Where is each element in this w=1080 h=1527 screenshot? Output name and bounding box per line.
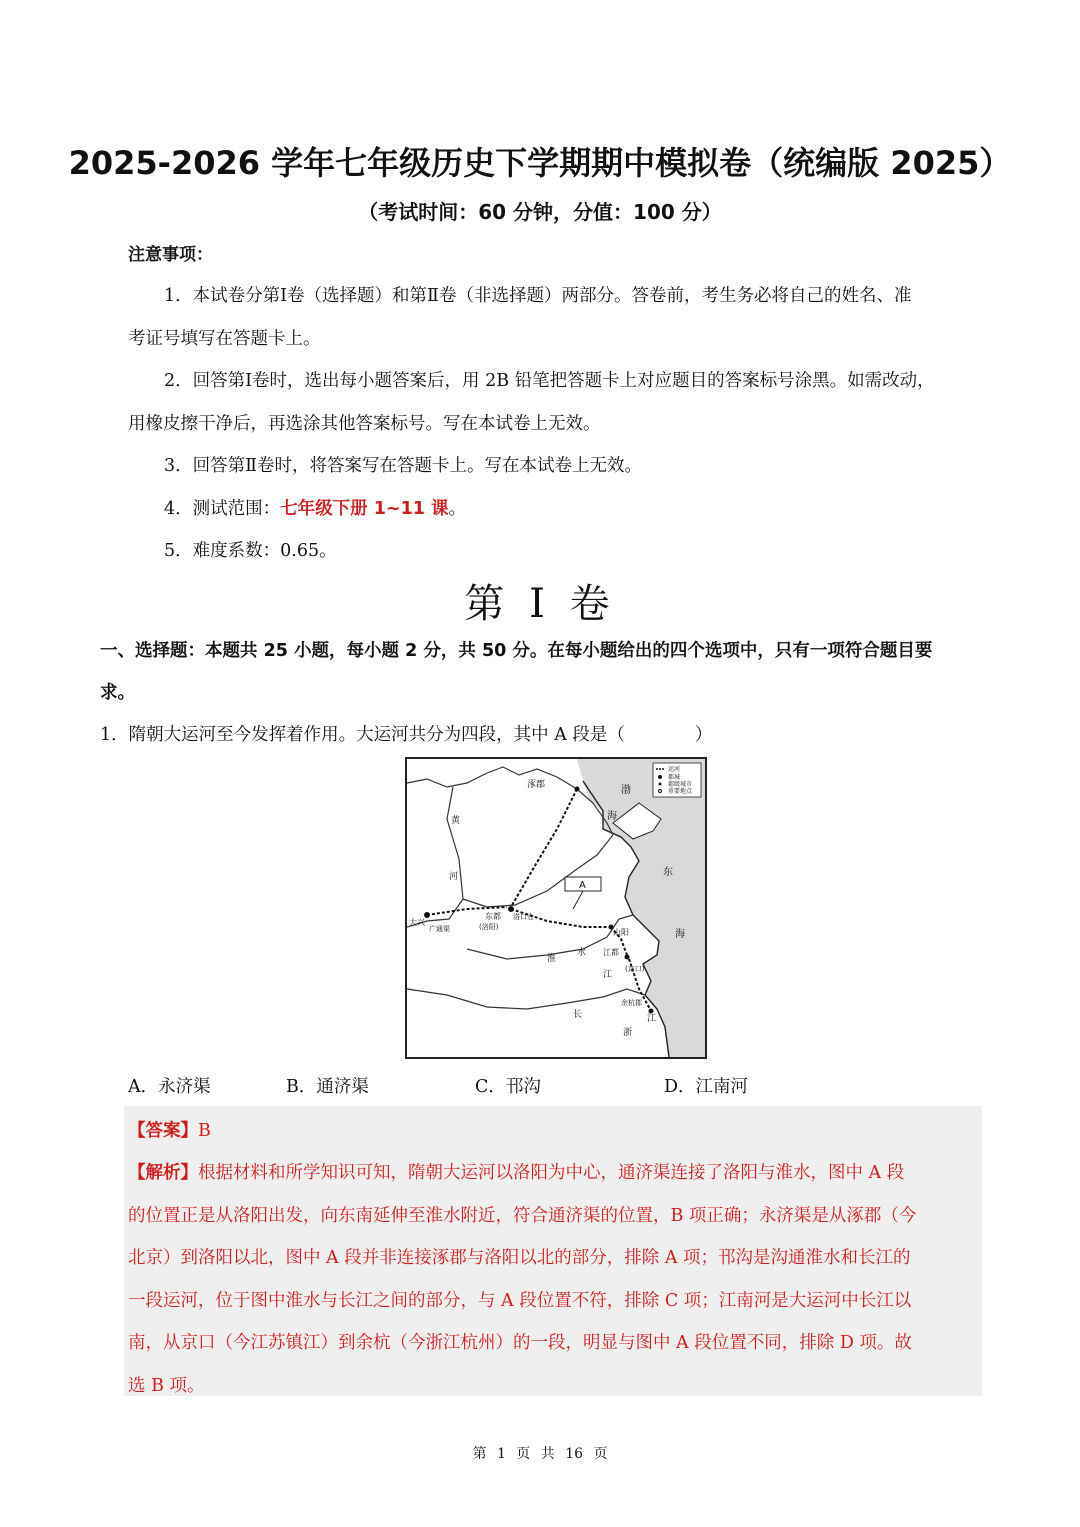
exam-subtitle: （考试时间：60 分钟，分值：100 分）: [358, 200, 722, 224]
question-1-stem: 1．隋朝大运河至今发挥着作用。大运河共分为四段，其中 A 段是（ ）: [100, 725, 713, 745]
label-he: 河: [449, 872, 459, 882]
analysis-line-6: 选 B 项。: [128, 1376, 205, 1396]
notice-item-4: [164, 495, 466, 520]
option-c: C．邗沟: [475, 1077, 541, 1097]
test-scope-highlight: 七年级下册 1~11 课: [280, 499, 449, 519]
label-jiang-2: 江: [647, 1014, 657, 1024]
answer-tag: 【答案】: [128, 1121, 198, 1141]
legend-canal-label: 运河: [668, 766, 681, 773]
notice-item-1-line-2: 考证号填写在答题卡上。: [128, 329, 321, 349]
zhuojun-dot: [575, 787, 580, 792]
label-zhuojun: 涿郡: [527, 780, 546, 790]
analysis-text-1: 根据材料和所学知识可知，隋朝大运河以洛阳为中心，通济渠连接了洛阳与淮水，图中 A 段: [198, 1163, 905, 1183]
label-dongdu: 东都: [485, 912, 501, 921]
label-bo: 渤: [621, 785, 631, 796]
label-jiang: 江: [603, 970, 613, 980]
label-jiangdu: 江都: [603, 948, 619, 957]
legend-county-label: 郡级城市: [668, 781, 693, 788]
label-daxing: 大兴: [409, 918, 425, 927]
legend-capital-swatch: [658, 775, 662, 779]
notice-item-4-prefix: 4．测试范围：: [164, 499, 281, 519]
yellow-river-loop: [407, 787, 463, 927]
notice-item-4-suffix: 。: [448, 499, 467, 519]
label-hai: 海: [607, 811, 617, 822]
label-zhe: 浙: [623, 1028, 633, 1038]
analysis-tag: 【解析】: [128, 1163, 198, 1183]
notice-item-5: 5．难度系数：0.65。: [164, 541, 337, 561]
label-shanyang: 山阳: [613, 928, 629, 937]
jiangdu-dot: [625, 955, 630, 960]
option-a: A．永济渠: [128, 1077, 211, 1097]
analysis-line-2: 的位置正是从洛阳出发，向东南延伸至淮水附近，符合通济渠的位置，B 项正确；永济渠是从涿郡（今: [128, 1206, 917, 1226]
label-huang: 黄: [451, 816, 461, 826]
legend-site-label: 重要地点: [668, 788, 693, 795]
analysis-line-4: 一段运河，位于图中淮水与长江之间的部分，与 A 段位置不符，排除 C 项；江南河是大运河中长江以: [128, 1291, 912, 1311]
yellow-river-lower: [463, 835, 613, 907]
analysis-line-1: [128, 1159, 904, 1184]
exam-title: 2025-2026 学年七年级历史下学期期中模拟卷（统编版 2025）: [68, 144, 1012, 182]
option-d: D．江南河: [664, 1077, 749, 1097]
analysis-line-5: 南，从京口（今江苏镇江）到余杭（今浙江杭州）的一段，明显与图中 A 段位置不同，排除 D 项。故: [128, 1333, 912, 1353]
label-dong-hai: 海: [675, 929, 685, 940]
label-luokoucang: 洛口仓: [513, 913, 534, 921]
dongdu-dot: [508, 906, 514, 912]
notice-item-3: 3．回答第Ⅱ卷时，将答案写在答题卡上。写在本试卷上无效。: [164, 456, 643, 476]
label-huai: 淮: [547, 954, 557, 964]
section-heading-line-1: 一、选择题：本题共 25 小题，每小题 2 分，共 50 分。在每小题给出的四个选项中，只有一项符合题目要: [100, 641, 933, 661]
yuhang-dot: [649, 1009, 654, 1014]
notice-item-2-line-2: 用橡皮擦干净后，再选涂其他答案标号。写在本试卷上无效。: [128, 414, 601, 434]
label-a: A: [579, 880, 586, 891]
analysis-line-3: 北京）到洛阳以北，图中 A 段并非连接涿郡与洛阳以北的部分，排除 A 项；邗沟是沟通淮水和长江的: [128, 1248, 911, 1268]
label-dong: 东: [663, 867, 673, 878]
yangtze-river: [407, 989, 645, 1009]
notice-item-1-line-1: 1．本试卷分第Ⅰ卷（选择题）和第Ⅱ卷（非选择题）两部分。答卷前，考生务必将自己的姓名、准: [164, 286, 912, 306]
option-b: B．通济渠: [286, 1077, 369, 1097]
answer-value: B: [198, 1121, 211, 1141]
volume-title: 第 I 卷: [464, 581, 616, 627]
label-luoyang: (洛阳): [479, 923, 499, 931]
map-figure: [407, 759, 705, 1057]
legend-capital-label: 都城: [668, 774, 681, 781]
sea-area: [577, 759, 705, 1057]
page-footer: 第 1 页 共 16 页: [472, 1446, 608, 1462]
label-shui: 水: [577, 948, 587, 958]
notice-heading: 注意事项：: [128, 245, 213, 265]
grand-canal-map: [405, 757, 707, 1059]
section-heading-line-2: 求。: [100, 683, 135, 703]
label-jingkou: (京口): [625, 965, 645, 973]
label-chang: 长: [573, 1010, 583, 1020]
label-yuhang: 余杭郡: [621, 999, 642, 1007]
answer-line: [128, 1117, 211, 1142]
notice-item-2-line-1: 2．回答第Ⅰ卷时，选出每小题答案后，用 2B 铅笔把答题卡上对应题目的答案标号涂黑。如需改动，: [164, 371, 935, 391]
label-guangtong: 广通渠: [429, 925, 450, 933]
label-a-pointer: [573, 891, 583, 909]
legend-county-swatch: [659, 783, 662, 786]
